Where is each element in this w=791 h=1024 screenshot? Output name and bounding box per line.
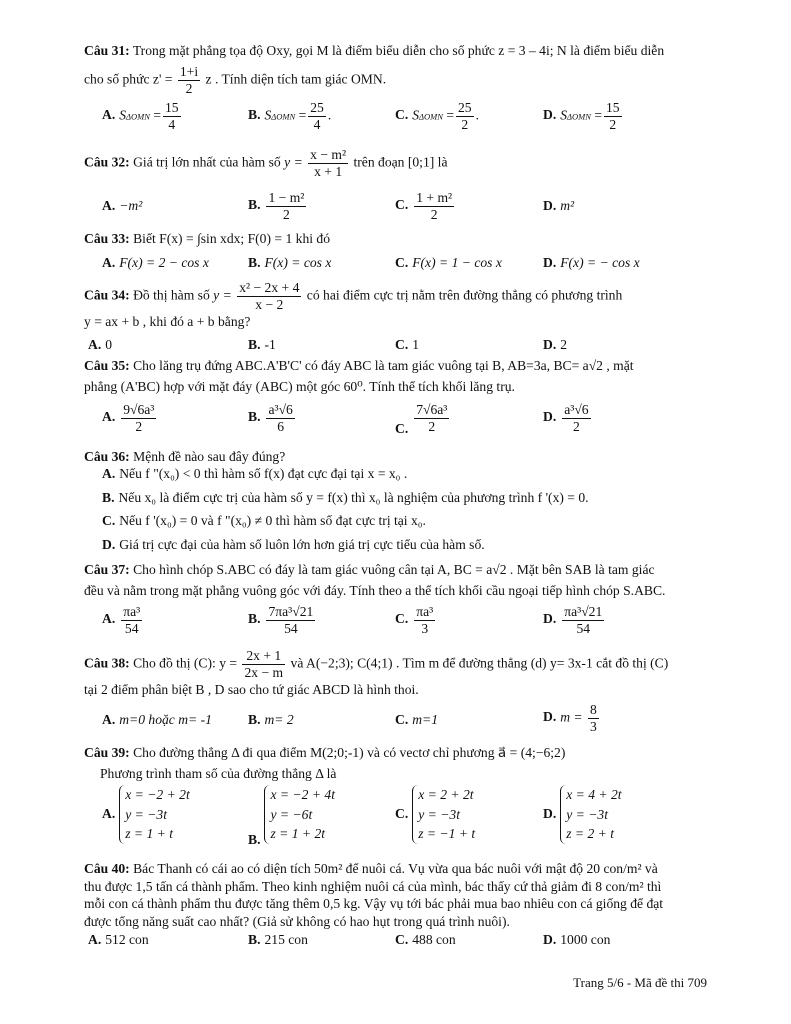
question-text: trên đoạn [0;1] là — [353, 154, 448, 170]
question-35 — [84, 358, 714, 396]
option-c[interactable] — [395, 255, 502, 271]
numerator: 15 — [164, 100, 179, 115]
equation-system — [264, 785, 335, 844]
option-c[interactable] — [395, 190, 456, 222]
fraction — [266, 190, 306, 222]
option-d[interactable] — [543, 337, 567, 353]
option-label: B. — [248, 712, 261, 727]
question-text: Cho hình chóp S.ABC có đáy là tam giác vuông cân tại A, BC = a√2 . Mặt bên SAB là tam giác — [133, 562, 655, 577]
option-text: ΔOMN — [419, 111, 443, 122]
option-d[interactable] — [102, 537, 722, 554]
option-text: = — [298, 107, 307, 123]
option-text: F(x) = 2 − cos x — [119, 255, 209, 270]
equation-row: z = 2 + t — [566, 826, 615, 842]
fraction — [562, 604, 604, 636]
options-33 — [84, 255, 714, 283]
option-label: B. — [248, 611, 261, 627]
option-text: S — [412, 107, 420, 123]
denominator: 2 — [185, 80, 193, 96]
option-label: A. — [102, 466, 116, 481]
fraction — [266, 604, 315, 636]
question-text: đều và nằm trong mặt phẳng vuông góc với đáy. Tính theo a thể tích khối cầu ngoại tiếp hình chóp S.ABC. — [84, 582, 666, 598]
option-text: S — [560, 107, 568, 123]
option-text: 488 con — [412, 932, 456, 947]
option-text: ΔOMN — [126, 111, 150, 122]
question-number: Câu 35: — [84, 358, 130, 373]
option-text: m² — [560, 198, 575, 213]
fraction — [308, 147, 348, 179]
fraction — [414, 190, 454, 222]
option-label: A. — [102, 409, 116, 425]
option-c[interactable] — [102, 513, 722, 530]
denominator: 2 — [430, 206, 438, 222]
fraction — [414, 402, 449, 434]
question-36 — [84, 449, 714, 466]
option-b[interactable] — [248, 932, 308, 948]
page-footer: Trang 5/6 - Mã đề thi 709 — [573, 975, 707, 990]
equation-system — [412, 785, 475, 844]
option-b[interactable] — [248, 100, 331, 132]
option-text: -1 — [264, 337, 276, 352]
equation-system — [560, 785, 621, 844]
question-number: Câu 36: — [84, 449, 130, 464]
option-c[interactable] — [395, 785, 475, 844]
option-c[interactable] — [395, 100, 479, 132]
option-a[interactable] — [88, 932, 149, 948]
question-text: Biết F(x) = ∫sin xdx; F(0) = 1 khi đó — [133, 231, 331, 246]
denominator: 3 — [421, 620, 429, 636]
option-text: . — [475, 107, 479, 123]
question-text: và A(−2;3); C(4;1) . Tìm m để đường thẳng (d) y= 3x-1 cắt đồ thị (C) — [290, 655, 669, 671]
option-c[interactable] — [395, 402, 451, 437]
option-text: Nếu f "(x₀) < 0 thì hàm số f(x) đạt cực đại tại x = x₀ . — [119, 466, 408, 481]
equation-row: y = −3t — [418, 806, 460, 822]
option-d[interactable] — [543, 100, 624, 132]
question-text: có hai điểm cực trị nằm trên đường thẳng có phương trình — [306, 287, 623, 303]
option-label: D. — [543, 337, 557, 352]
numerator: 1 + m² — [416, 190, 453, 205]
question-text: Phương trình tham số của đường thẳng Δ là — [100, 765, 337, 781]
option-label: B. — [248, 831, 261, 847]
option-text: = — [594, 107, 602, 123]
question-number: Câu 32: — [84, 154, 130, 170]
option-label: D. — [102, 536, 116, 552]
question-number: Câu 33: — [84, 231, 130, 246]
question-number: Câu 38: — [84, 655, 130, 671]
numerator: πa³ — [416, 604, 434, 619]
option-b[interactable] — [248, 604, 317, 636]
option-a[interactable] — [102, 712, 212, 728]
question-34 — [84, 280, 714, 331]
option-b[interactable] — [102, 490, 722, 507]
option-text: = — [446, 107, 454, 123]
option-b[interactable] — [248, 190, 308, 222]
option-text: 1000 con — [560, 932, 611, 947]
option-label: B. — [248, 197, 261, 213]
option-d[interactable] — [543, 255, 640, 271]
option-b[interactable] — [248, 337, 276, 353]
numerator: 2x + 1 — [242, 648, 285, 665]
numerator: x² − 2x + 4 — [239, 280, 300, 295]
fraction — [121, 402, 156, 434]
fraction — [562, 402, 590, 434]
option-d[interactable] — [543, 604, 606, 636]
fraction — [308, 100, 326, 132]
numerator: 1+i — [179, 63, 199, 79]
option-label: D. — [543, 709, 557, 725]
option-label: B. — [102, 489, 115, 505]
equation-row: z = −1 + t — [418, 826, 476, 842]
option-a[interactable] — [102, 785, 190, 844]
question-text: y = ax + b , khi đó a + b bằng? — [84, 314, 251, 330]
option-label: B. — [248, 337, 261, 352]
option-b[interactable] — [248, 402, 297, 434]
option-a[interactable] — [102, 402, 158, 434]
equation-row: y = −3t — [566, 806, 608, 822]
option-label: C. — [395, 932, 409, 947]
numerator: 9√6a³ — [123, 402, 155, 417]
denominator: 2 — [573, 418, 580, 434]
option-text: ΔOMN — [271, 111, 296, 122]
option-label: A. — [88, 932, 102, 947]
numerator: 15 — [605, 100, 620, 115]
fraction — [121, 604, 142, 636]
option-text: 215 con — [264, 932, 308, 947]
denominator: x − 2 — [255, 296, 284, 312]
denominator: 54 — [284, 620, 298, 636]
option-c[interactable] — [395, 932, 456, 948]
option-text: m= 2 — [264, 712, 294, 727]
fraction — [178, 64, 200, 96]
options-40 — [84, 932, 714, 960]
question-text: y = — [284, 154, 303, 170]
option-a[interactable] — [102, 466, 722, 483]
question-32 — [84, 147, 714, 179]
option-text: F(x) = − cos x — [560, 255, 640, 270]
options-35 — [84, 402, 714, 442]
options-31 — [84, 100, 714, 140]
option-label: C. — [395, 197, 409, 213]
question-number: Câu 40: — [84, 861, 130, 876]
denominator: 2 — [428, 418, 436, 434]
numerator: πa³ — [123, 604, 141, 619]
question-39 — [84, 745, 714, 783]
options-38 — [84, 702, 714, 742]
question-number: Câu 37: — [84, 562, 130, 577]
question-text: Cho lăng trụ đứng ABC.A'B'C' có đáy ABC là tam giác vuông tại B, AB=3a, BC= a√2 , mặt — [133, 358, 634, 373]
denominator: 4 — [313, 116, 321, 132]
option-text: m=1 — [412, 712, 439, 727]
fraction — [242, 648, 285, 680]
option-label: C. — [395, 805, 409, 821]
question-number: Câu 31: — [84, 43, 130, 58]
numerator: a³√6 — [564, 402, 589, 417]
equation-row: x = −2 + 4t — [270, 787, 335, 802]
numerator: 7√6a³ — [416, 402, 448, 417]
question-33 — [84, 231, 714, 248]
equation-row: x = 4 + 2t — [566, 787, 622, 802]
option-a[interactable] — [88, 337, 112, 353]
option-text: m = — [560, 709, 583, 725]
question-text: z . Tính diện tích tam giác OMN. — [205, 71, 387, 87]
option-label: D. — [543, 611, 557, 627]
options-37 — [84, 604, 714, 644]
question-text: phẳng (A'BC) hợp với mặt đáy (ABC) một góc 60⁰. Tính thể tích khối lăng trụ. — [84, 378, 515, 394]
fraction — [163, 100, 181, 132]
question-text: thu được 1,5 tấn cá thành phẩm. Theo kinh nghiệm nuôi cá của mình, bác thấy cứ thả giảm đi 8 con/m² thì — [84, 878, 662, 894]
option-text: m=0 hoặc m= -1 — [119, 712, 212, 727]
denominator: 4 — [168, 116, 176, 132]
option-d[interactable] — [543, 702, 601, 734]
option-c[interactable] — [395, 604, 437, 636]
option-a[interactable] — [102, 255, 209, 271]
options-32 — [84, 190, 714, 230]
equation-row: z = 1 + t — [125, 826, 174, 842]
question-text: Mệnh đề nào sau đây đúng? — [133, 449, 286, 464]
fraction — [266, 402, 294, 434]
question-text: Đồ thị hàm số — [133, 287, 210, 303]
denominator: 3 — [590, 718, 597, 734]
denominator: 2 — [609, 116, 617, 132]
question-31 — [84, 43, 714, 96]
numerator: a³√6 — [268, 402, 293, 417]
question-text: mỗi con cá thành phẩm thu được tăng thêm 0,5 kg. Vậy vụ tới bác phải mua bao nhiêu con cá giống để đạt — [84, 896, 664, 912]
option-label: A. — [102, 805, 116, 821]
numerator: x − m² — [310, 147, 347, 162]
option-label: C. — [395, 611, 409, 627]
option-text: . — [327, 107, 332, 123]
option-label: A. — [102, 611, 116, 627]
option-text: Giá trị cực đại của hàm số luôn lớn hơn giá trị cực tiểu của hàm số. — [119, 536, 485, 552]
question-text: Giá trị lớn nhất của hàm số — [133, 154, 281, 170]
question-text: Cho đồ thị (C): y = — [133, 655, 238, 671]
option-text: Nếu x₀ là điểm cực trị của hàm số y = f(x) thì x₀ là nghiệm của phương trình f '(x) = 0. — [118, 489, 589, 505]
question-number: Câu 34: — [84, 287, 130, 303]
denominator: 2x − m — [244, 664, 284, 680]
equation-row: x = 2 + 2t — [418, 787, 474, 802]
fraction — [414, 604, 435, 636]
options-36 — [102, 466, 722, 553]
numerator: 25 — [310, 100, 324, 115]
option-b[interactable] — [248, 255, 331, 271]
question-text: tại 2 điểm phân biệt B , D sao cho tứ giác ABCD là hình thoi. — [84, 682, 419, 698]
option-text: Nếu f '(x₀) = 0 và f "(x₀) ≠ 0 thì hàm số đạt cực trị tại x₀. — [119, 513, 426, 529]
numerator: πa³√21 — [564, 604, 603, 619]
option-label: A. — [102, 712, 116, 727]
question-text: được tổng năng suất cao nhất? (Giả sử không có hao hụt trong quá trình nuôi). — [84, 914, 510, 930]
option-c[interactable] — [395, 337, 419, 353]
question-text: Trong mặt phẳng tọa độ Oxy, gọi M là điểm biểu diễn cho số phức z = 3 – 4i; N là điểm biểu diễn — [132, 43, 665, 58]
option-a[interactable] — [102, 198, 142, 214]
equation-row: x = −2 + 2t — [125, 787, 190, 802]
options-39 — [84, 785, 714, 847]
option-c[interactable] — [395, 712, 438, 728]
numerator: 1 − m² — [268, 190, 305, 205]
option-label: C. — [395, 712, 409, 727]
question-number: Câu 39: — [84, 745, 130, 760]
option-text: F(x) = cos x — [264, 255, 332, 270]
option-label: C. — [102, 513, 116, 529]
fraction — [237, 280, 301, 312]
fraction — [456, 100, 474, 132]
option-d[interactable] — [543, 402, 593, 434]
option-label: A. — [102, 255, 116, 270]
numerator: 7πa³√21 — [268, 604, 314, 619]
equation-system — [119, 785, 190, 844]
option-text: S — [119, 107, 127, 123]
option-label: C. — [395, 107, 409, 123]
option-label: D. — [543, 409, 557, 425]
option-b[interactable] — [248, 785, 335, 848]
denominator: 54 — [124, 620, 139, 636]
option-d[interactable] — [543, 932, 610, 948]
question-40 — [84, 860, 714, 931]
equation-row: y = −3t — [125, 806, 167, 822]
question-38 — [84, 648, 714, 699]
option-text: −m² — [119, 198, 143, 213]
denominator: 2 — [283, 206, 290, 222]
equation-row: y = −6t — [270, 806, 313, 822]
option-text: 2 — [560, 337, 568, 352]
option-a[interactable] — [102, 100, 183, 132]
option-label: C. — [395, 421, 409, 437]
question-text: Bác Thanh có cái ao có diện tích 50m² để nuôi cá. Vụ vừa qua bác nuôi với mật độ 20 con/m² và — [133, 861, 658, 876]
option-b[interactable] — [248, 712, 294, 728]
numerator: 25 — [457, 100, 472, 115]
option-text: = — [153, 107, 161, 123]
numerator: 8 — [590, 702, 597, 717]
equation-row: z = 1 + 2t — [270, 826, 326, 842]
fraction — [588, 702, 599, 734]
option-label: C. — [395, 255, 409, 270]
question-37 — [84, 562, 714, 600]
option-d[interactable] — [543, 198, 574, 214]
denominator: 2 — [135, 418, 143, 434]
question-text: Cho đường thẳng Δ đi qua điểm M(2;0;-1) và có vectơ chỉ phương a⃗ = (4;−6;2) — [133, 745, 566, 760]
question-text: cho số phức z' = — [84, 71, 173, 87]
option-label: B. — [248, 107, 261, 123]
question-text: y = — [213, 287, 232, 303]
option-label: A. — [102, 107, 116, 123]
option-label: D. — [543, 932, 557, 947]
denominator: 54 — [576, 620, 591, 636]
option-text: S — [264, 107, 272, 123]
option-label: D. — [543, 805, 557, 821]
option-label: D. — [543, 255, 557, 270]
option-text: 0 — [105, 337, 113, 352]
option-label: D. — [543, 198, 557, 213]
option-text: 1 — [412, 337, 420, 352]
option-d[interactable] — [543, 785, 622, 844]
option-label: A. — [88, 337, 102, 352]
option-text: ΔOMN — [567, 111, 591, 122]
denominator: x + 1 — [314, 163, 343, 179]
option-label: C. — [395, 337, 409, 352]
fraction — [604, 100, 622, 132]
option-a[interactable] — [102, 604, 144, 636]
option-label: A. — [102, 198, 116, 213]
option-text: 512 con — [105, 932, 149, 947]
option-label: D. — [543, 107, 557, 123]
option-label: B. — [248, 409, 261, 425]
option-label: B. — [248, 255, 261, 270]
denominator: 2 — [461, 116, 469, 132]
denominator: 6 — [277, 418, 285, 434]
option-text: F(x) = 1 − cos x — [412, 255, 502, 270]
option-label: B. — [248, 932, 261, 947]
